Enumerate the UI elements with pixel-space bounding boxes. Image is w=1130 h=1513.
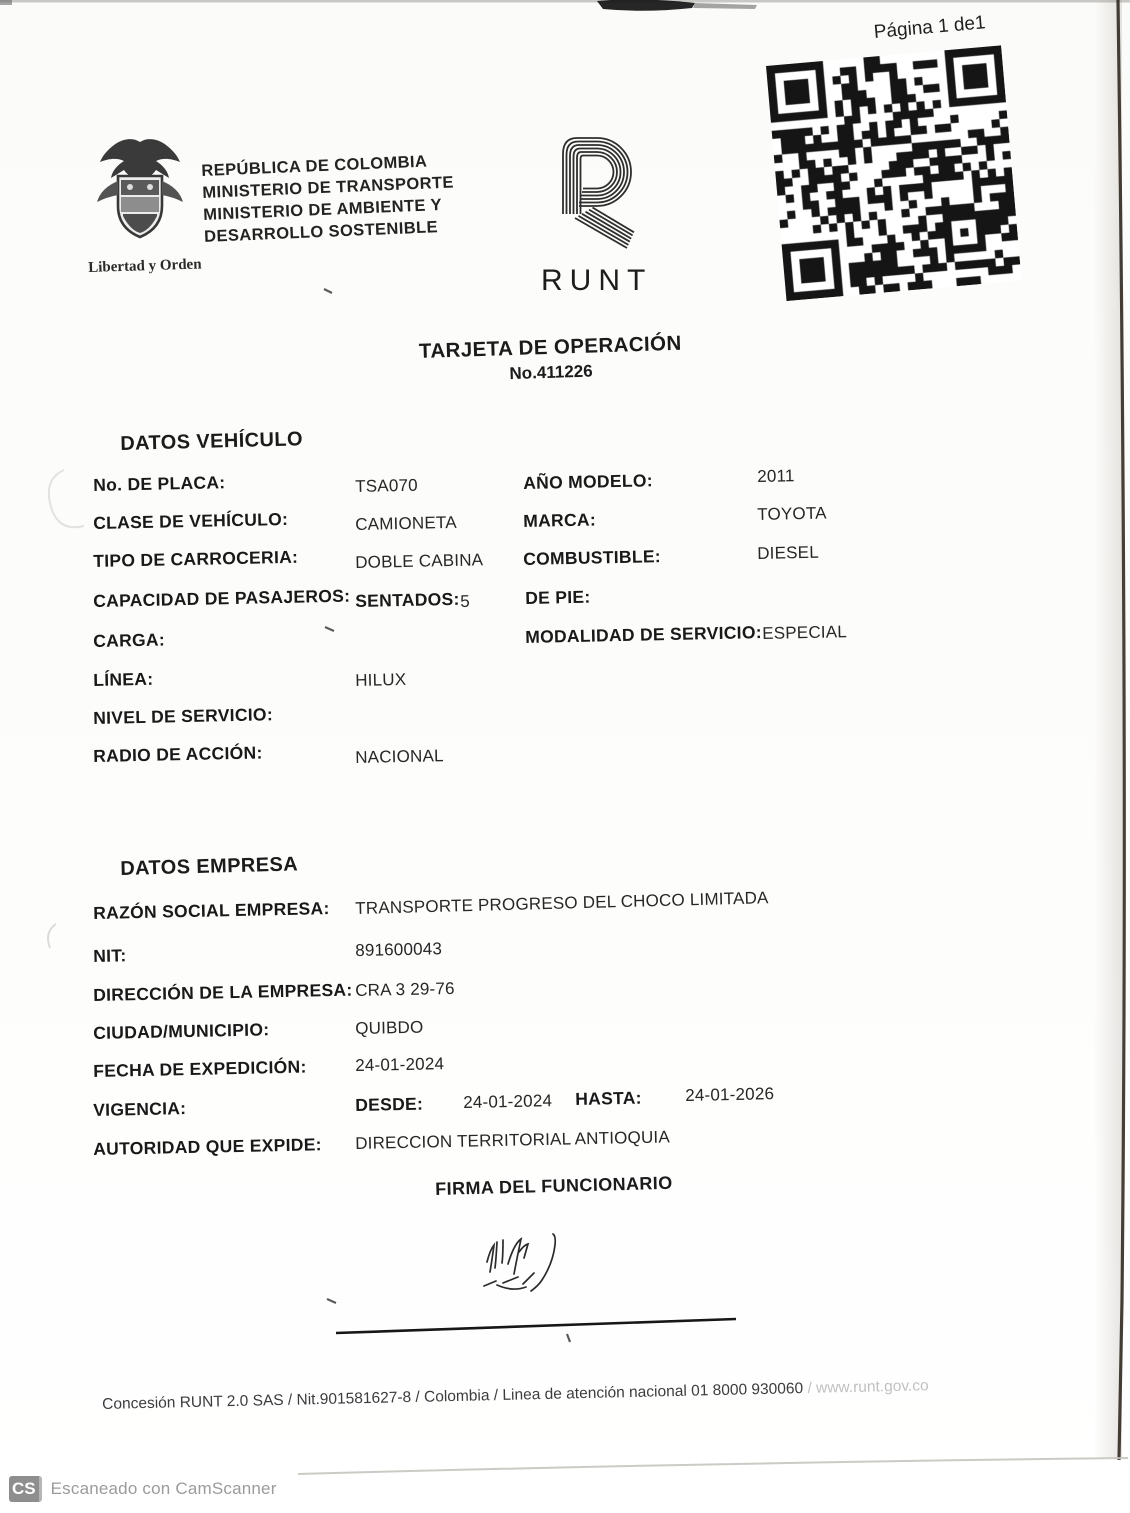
ministry-line: MINISTERIO DE TRANSPORTE [202, 173, 455, 202]
field-label-linea: LÍNEA: [93, 668, 154, 690]
footer-text-faded: / www.runt.gov.co [807, 1377, 929, 1397]
field-label-direccion: DIRECCIÓN DE LA EMPRESA: [93, 979, 353, 1005]
margin-scribble [49, 470, 84, 527]
field-value-sentados: 5 [460, 591, 471, 611]
field-value-hasta: 24-01-2026 [685, 1084, 775, 1105]
field-value-fecha-expedicion: 24-01-2024 [355, 1054, 445, 1075]
field-value-modalidad: ESPECIAL [762, 622, 848, 643]
field-value-desde: 24-01-2024 [463, 1091, 553, 1112]
signature-line [336, 1319, 736, 1333]
page-curl-line [298, 1458, 1128, 1474]
field-label-desde: DESDE: [355, 1093, 424, 1115]
field-label-de-pie: DE PIE: [525, 586, 591, 608]
field-label-radio-accion: RADIO DE ACCIÓN: [93, 742, 263, 766]
paper-right-edge [1118, 0, 1124, 1460]
document-title: TARJETA DE OPERACIÓN [418, 331, 682, 363]
company-section-heading: DATOS EMPRESA [120, 853, 299, 880]
scan-top-blob [597, 0, 695, 11]
field-label-fecha-expedicion: FECHA DE EXPEDICIÓN: [93, 1056, 307, 1081]
page-number: Página 1 de1 [873, 12, 987, 43]
emblem-caption: Libertad y Orden [88, 256, 202, 276]
scan-top-edge [0, 0, 1130, 3]
field-label-razon-social: RAZÓN SOCIAL EMPRESA: [93, 898, 330, 923]
stray-marks [324, 289, 570, 1342]
footer-text: Concesión RUNT 2.0 SAS / Nit.901581627-8 / Colombia / Linea de atención nacional 01 8000 930060 [102, 1380, 804, 1413]
field-label-capacidad: CAPACIDAD DE PASAJEROS: [93, 585, 351, 611]
field-value-radio-accion: NACIONAL [355, 746, 444, 767]
field-value-placa: TSA070 [355, 475, 419, 496]
field-value-direccion: CRA 3 29-76 [355, 978, 455, 1000]
field-label-marca: MARCA: [523, 509, 597, 531]
runt-wordmark: RUNT [541, 264, 653, 297]
field-label-clase: CLASE DE VEHÍCULO: [93, 508, 289, 533]
field-label-autoridad: AUTORIDAD QUE EXPIDE: [93, 1134, 323, 1159]
handwritten-signature [484, 1234, 555, 1291]
field-value-nit: 891600043 [355, 939, 443, 960]
document-number: No.411226 [509, 361, 593, 384]
field-value-ciudad: QUIBDO [355, 1017, 424, 1038]
ministry-line: REPÚBLICA DE COLOMBIA [201, 152, 428, 180]
margin-scribble [48, 924, 56, 948]
scan-corner-smudge [0, 0, 12, 5]
ministry-line: DESARROLLO SOSTENIBLE [203, 218, 439, 246]
field-label-nit: NIT: [93, 945, 127, 966]
signature-caption: FIRMA DEL FUNCIONARIO [435, 1172, 673, 1199]
field-label-vigencia: VIGENCIA: [93, 1098, 187, 1120]
scan-top-streak [693, 3, 757, 9]
field-label-carroceria: TIPO DE CARROCERIA: [93, 546, 299, 571]
field-value-ano-modelo: 2011 [757, 466, 795, 486]
field-label-ciudad: CIUDAD/MUNICIPIO: [93, 1019, 270, 1043]
field-value-razon-social: TRANSPORTE PROGRESO DEL CHOCO LIMITADA [355, 888, 769, 918]
field-label-placa: No. DE PLACA: [93, 472, 226, 495]
field-label-sentados: SENTADOS: [355, 588, 460, 611]
field-value-linea: HILUX [355, 669, 407, 690]
field-label-ano-modelo: AÑO MODELO: [523, 470, 654, 493]
field-value-combustible: DIESEL [757, 542, 820, 563]
field-value-marca: TOYOTA [757, 503, 827, 524]
camscanner-label: Escaneado con CamScanner [50, 1479, 277, 1498]
field-label-nivel-servicio: NIVEL DE SERVICIO: [93, 704, 274, 728]
field-value-carroceria: DOBLE CABINA [355, 550, 484, 572]
field-label-combustible: COMBUSTIBLE: [523, 546, 662, 569]
camscanner-cs-icon: CS [9, 1476, 42, 1502]
vehicle-section-heading: DATOS VEHÍCULO [120, 428, 304, 455]
field-value-clase: CAMIONETA [355, 512, 457, 534]
field-label-carga: CARGA: [93, 629, 166, 651]
ministry-line: MINISTERIO DE AMBIENTE Y [202, 195, 443, 224]
field-value-autoridad: DIRECCION TERRITORIAL ANTIOQUIA [355, 1127, 671, 1153]
field-label-modalidad: MODALIDAD DE SERVICIO: [525, 622, 763, 647]
field-label-hasta: HASTA: [575, 1087, 643, 1109]
